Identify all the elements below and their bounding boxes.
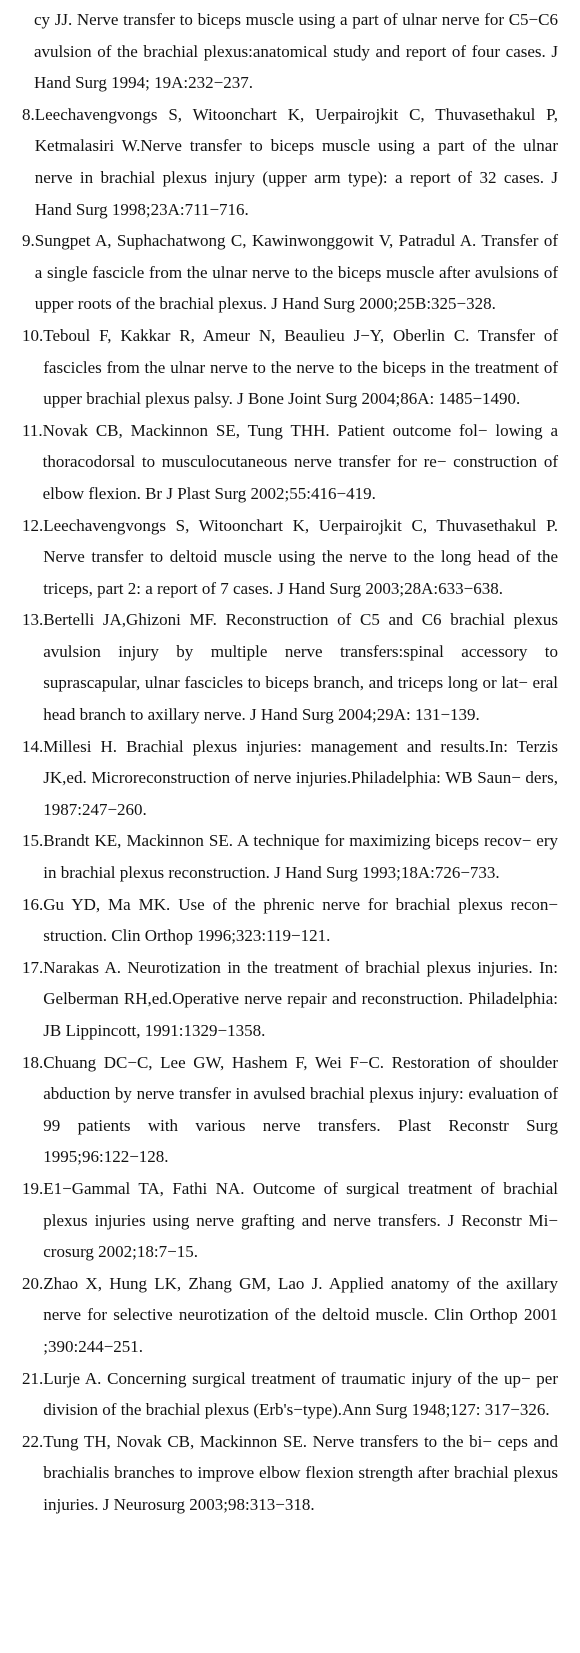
reference-text: Bertelli JA,Ghizoni MF. Reconstruction of C5 and C6 brachial plexus avulsion injury by multiple nerve transfers:spinal accessory to suprascapular, ulnar fascicles to biceps branch, and triceps long or lat− eral head branch to axillary nerve. J Hand Surg 2004;29A: 131−139. [43,610,558,725]
reference-text: Novak CB, Mackinnon SE, Tung THH. Patient outcome fol− lowing a thoracodorsal to musculocutaneous nerve transfer for re− construction of elbow flexion. Br J Plast Surg 2002;55:416−419. [42,420,558,503]
reference-number: 14. [22,736,44,756]
reference-item [22,320,558,415]
reference-number: 9. [22,231,35,251]
reference-text: Tung TH, Novak CB, Mackinnon SE. Nerve transfers to the bi− ceps and brachialis branches to improve elbow flexion strength after brachial plexus injuries. J Neurosurg 2003;98:313−318. [43,1431,558,1514]
reference-item [22,1047,558,1173]
reference-continuation: cy JJ. Nerve transfer to biceps muscle using a part of ulnar nerve for C5−C6 avulsion of the brachial plexus:anatomical study and report of four cases. J Hand Surg 1994; 19A:232−237. [34,10,558,93]
reference-item [22,1363,558,1426]
reference-text: Teboul F, Kakkar R, Ameur N, Beaulieu J−Y, Oberlin C. Transfer of fascicles from the ulnar nerve to the nerve to the biceps in the treatment of upper brachial plexus palsy. J Bone Joint Surg 2004;86A: 1485−1490. [43,325,558,409]
reference-item [22,415,558,510]
reference-item [22,225,558,320]
reference-text: Gu YD, Ma MK. Use of the phrenic nerve for brachial plexus recon− struction. Clin Orthop 1996;323:119−121. [43,894,558,946]
reference-text: E1−Gammal TA, Fathi NA. Outcome of surgical treatment of brachial plexus injuries using nerve grafting and nerve transfers. J Reconstr Mi− crosurg 2002;18:7−15. [43,1178,558,1262]
reference-number: 22. [22,1431,44,1451]
reference-number: 15. [22,831,44,851]
reference-number: 17. [22,957,44,977]
reference-item [22,731,558,826]
reference-number: 13. [22,610,44,630]
reference-item [22,604,558,730]
reference-number: 12. [22,515,44,535]
reference-item [22,1426,558,1521]
reference-number: 19. [22,1178,44,1198]
reference-number: 18. [22,1052,44,1072]
reference-item [22,1173,558,1268]
reference-number: 20. [22,1273,44,1293]
reference-text: Zhao X, Hung LK, Zhang GM, Lao J. Applied anatomy of the axillary nerve for selective neurotization of the deltoid muscle. Clin Orthop 2001 ;390:244−251. [43,1273,558,1356]
reference-number: 11. [22,420,43,440]
reference-item [22,510,558,605]
reference-text: Brandt KE, Mackinnon SE. A technique for maximizing biceps recov− ery in brachial plexus reconstruction. J Hand Surg 1993;18A:726−733. [43,831,558,883]
reference-item [22,889,558,952]
reference-text: Chuang DC−C, Lee GW, Hashem F, Wei F−C. Restoration of shoulder abduction by nerve transfer in avulsed brachial plexus injury: evaluation of 99 patients with various nerve transfers. Plast Reconstr Surg 1995;96:122−128. [43,1052,558,1167]
reference-text: Sungpet A, Suphachatwong C, Kawinwonggowit V, Patradul A. Transfer of a single fascicle from the ulnar nerve to the biceps muscle after avulsions of upper roots of the brachial plexus. J Hand Surg 2000;25B:325−328. [34,231,558,314]
reference-number: 8. [22,104,35,124]
reference-item [22,952,558,1047]
reference-number: 16. [22,894,44,914]
reference-list-page [0,4,580,1653]
reference-number: 21. [22,1368,44,1388]
reference-number: 10. [22,325,44,345]
reference-item [22,825,558,888]
reference-text: Lurje A. Concerning surgical treatment of traumatic injury of the up− per division of the brachial plexus (Erb's−type).Ann Surg 1948;127: 317−326. [43,1368,558,1420]
reference-item [22,1268,558,1363]
reference-text: Millesi H. Brachial plexus injuries: management and results.In: Terzis JK,ed. Microreconstruction of nerve injuries.Philadelphia: WB Saun− ders, 1987:247−260. [43,736,558,819]
reference-text: Narakas A. Neurotization in the treatment of brachial plexus injuries. In: Gelberman RH,ed.Operative nerve repair and reconstruction. Philadelphia: JB Lippincott, 1991:1329−1358. [43,957,558,1040]
reference-text: Leechavengvongs S, Witoonchart K, Uerpairojkit C, Thuvasethakul P. Nerve transfer to deltoid muscle using the nerve to the long head of the triceps, part 2: a report of 7 cases. J Hand Surg 2003;28A:633−638. [43,515,558,598]
reference-text: Leechavengvongs S, Witoonchart K, Uerpairojkit C, Thuvasethakul P, Ketmalasiri W.Nerve transfer to biceps muscle using a part of the ulnar nerve in brachial plexus injury (upper arm type): a report of 32 cases. J Hand Surg 1998;23A:711−716. [34,104,558,219]
reference-item [22,99,558,225]
